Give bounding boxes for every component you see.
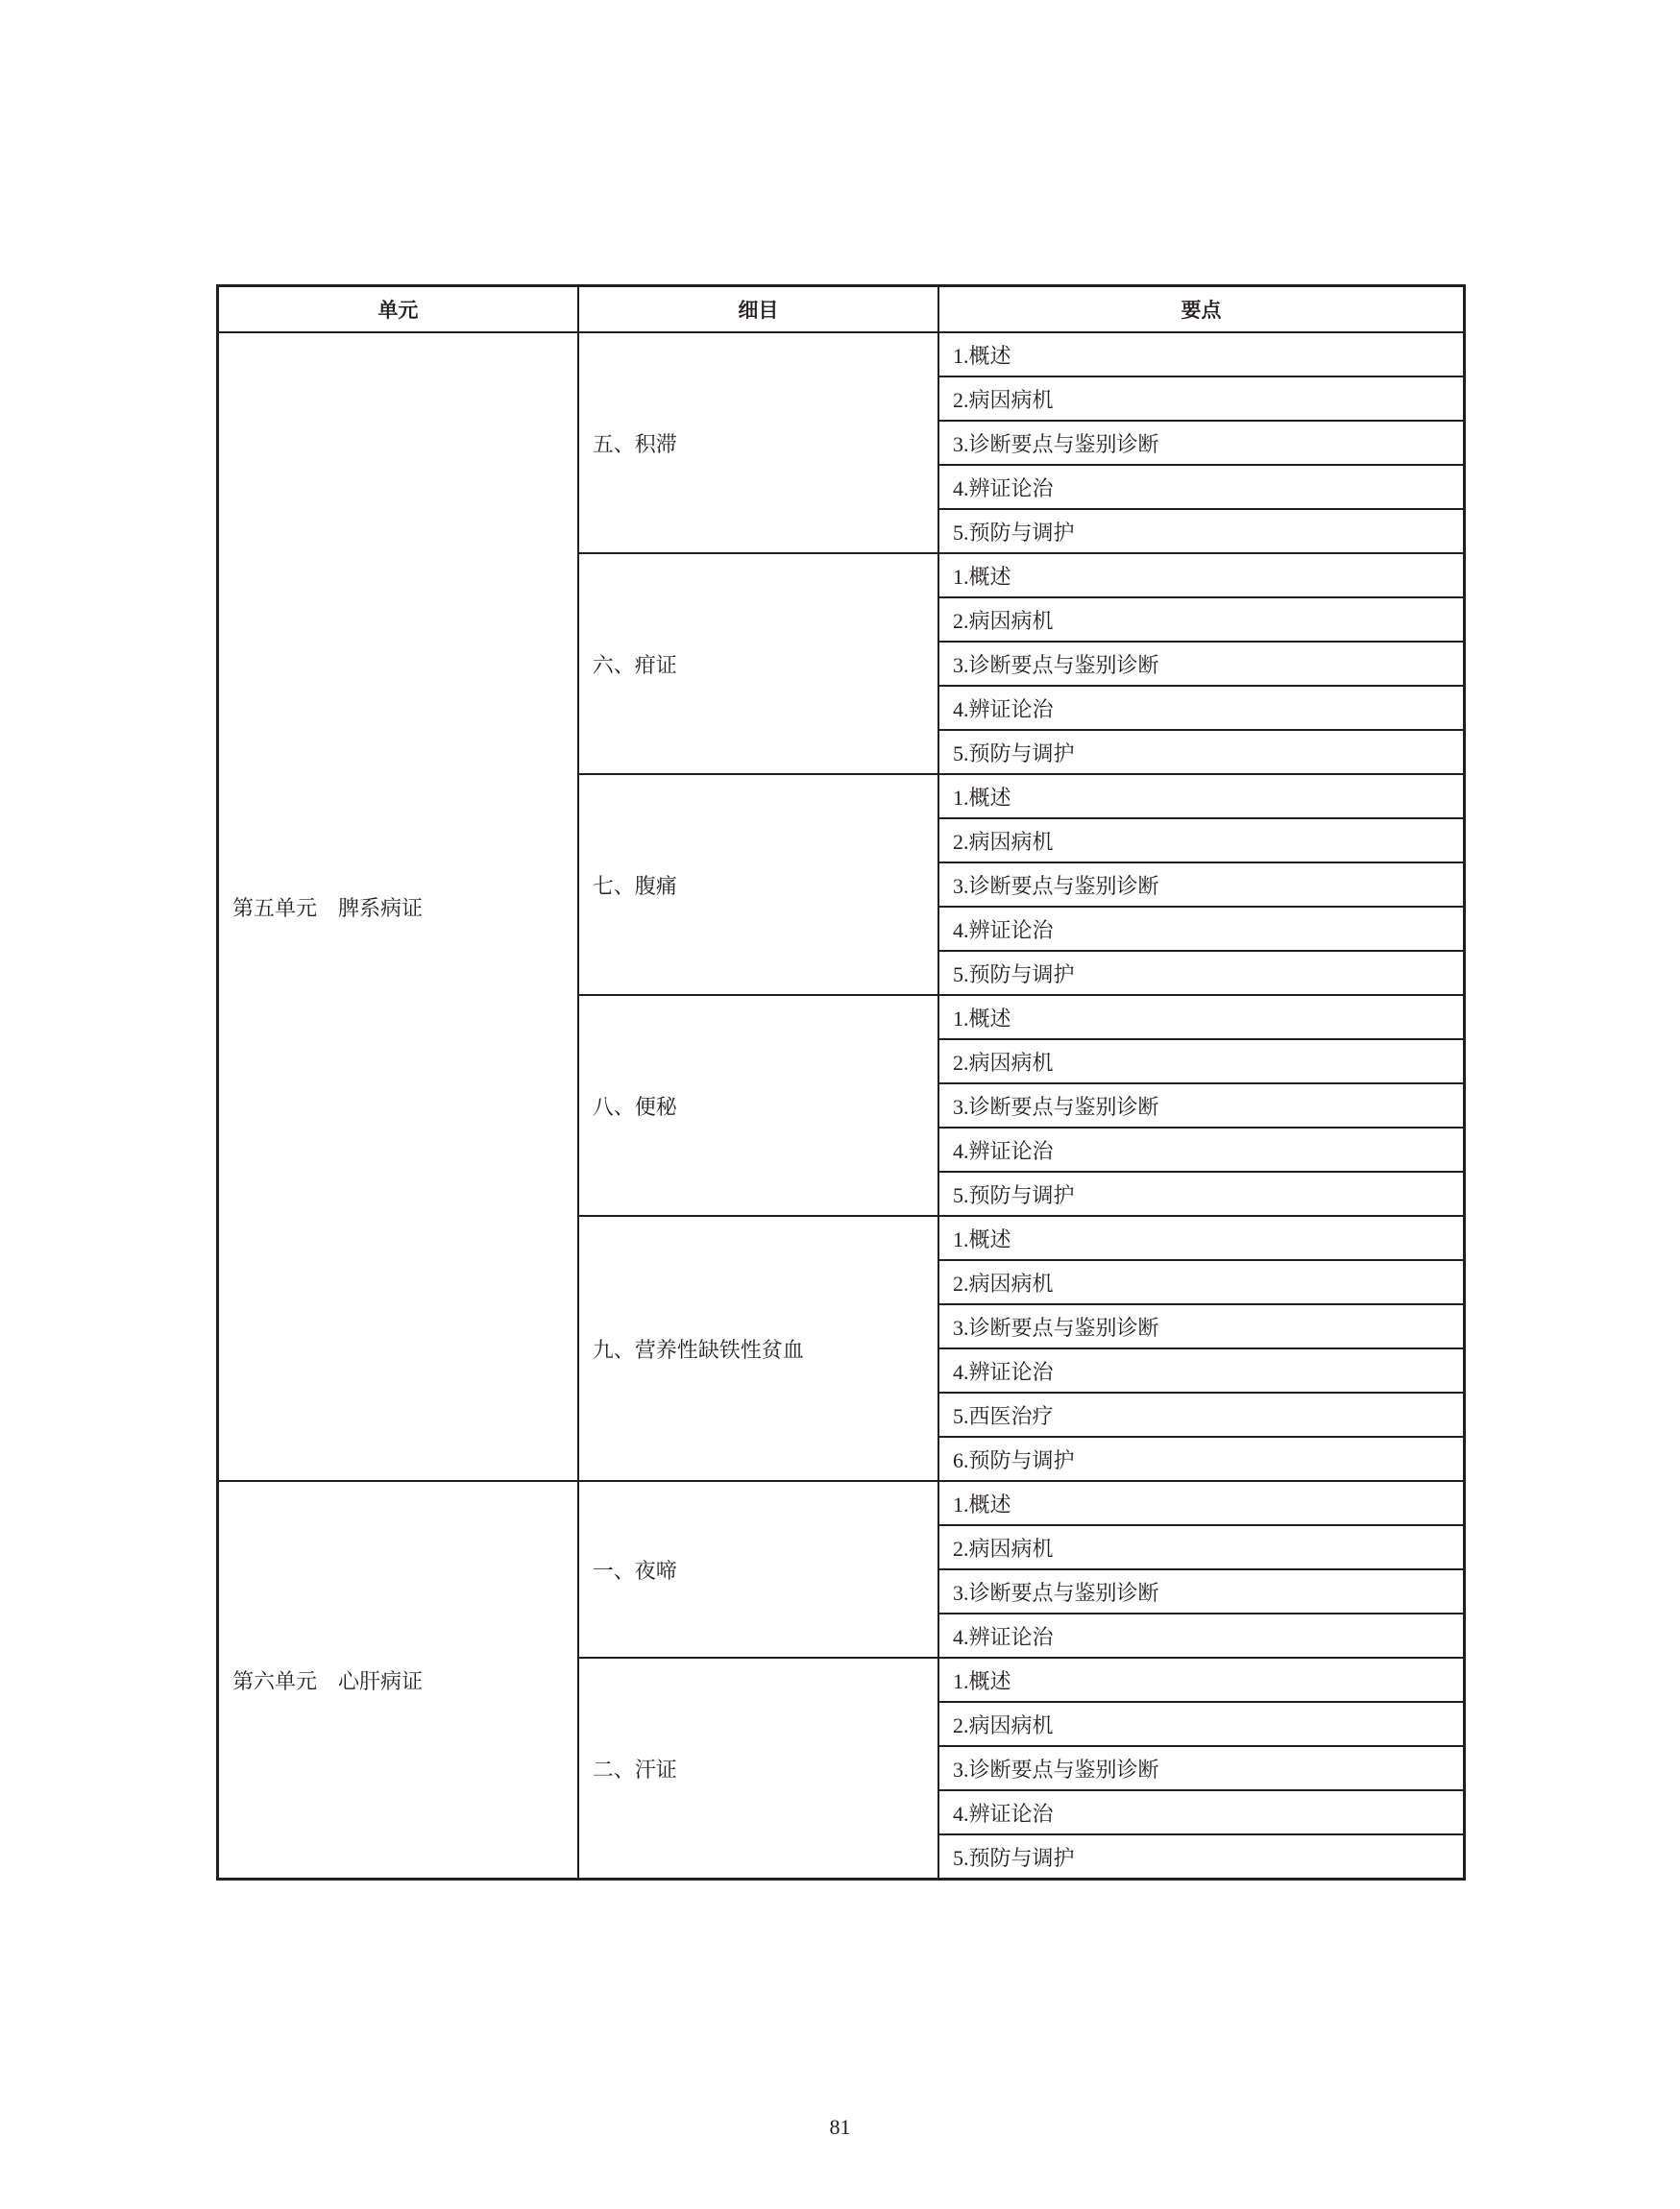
point-cell: 1.概述 [938, 332, 1464, 376]
item-cell: 七、腹痛 [578, 774, 938, 995]
point-cell: 1.概述 [938, 1216, 1464, 1260]
point-cell: 4.辨证论治 [938, 907, 1464, 951]
point-cell: 5.预防与调护 [938, 509, 1464, 553]
point-cell: 4.辨证论治 [938, 1348, 1464, 1393]
table-row [218, 1481, 1465, 1525]
point-cell: 4.辨证论治 [938, 1614, 1464, 1658]
point-cell: 1.概述 [938, 995, 1464, 1039]
point-cell: 5.西医治疗 [938, 1393, 1464, 1437]
point-cell: 6.预防与调护 [938, 1437, 1464, 1481]
point-cell: 2.病因病机 [938, 376, 1464, 421]
point-cell: 3.诊断要点与鉴别诊断 [938, 862, 1464, 907]
point-cell: 3.诊断要点与鉴别诊断 [938, 421, 1464, 465]
header-row [218, 286, 1465, 333]
table-body [218, 332, 1465, 1880]
point-cell: 3.诊断要点与鉴别诊断 [938, 1746, 1464, 1790]
item-cell: 九、营养性缺铁性贫血 [578, 1216, 938, 1481]
point-cell: 4.辨证论治 [938, 465, 1464, 509]
point-cell: 5.预防与调护 [938, 951, 1464, 995]
page-number: 81 [829, 2115, 851, 2139]
point-cell: 5.预防与调护 [938, 1834, 1464, 1880]
item-cell: 一、夜啼 [578, 1481, 938, 1658]
point-cell: 5.预防与调护 [938, 1172, 1464, 1216]
point-cell: 2.病因病机 [938, 1525, 1464, 1569]
point-cell: 1.概述 [938, 1481, 1464, 1525]
header-point: 要点 [938, 286, 1464, 333]
point-cell: 2.病因病机 [938, 597, 1464, 642]
syllabus-table [216, 284, 1466, 1881]
unit-cell: 第六单元 心肝病证 [218, 1481, 578, 1880]
point-cell: 3.诊断要点与鉴别诊断 [938, 1569, 1464, 1614]
point-cell: 3.诊断要点与鉴别诊断 [938, 1304, 1464, 1348]
item-cell: 五、积滞 [578, 332, 938, 553]
point-cell: 4.辨证论治 [938, 1128, 1464, 1172]
header-unit: 单元 [218, 286, 578, 333]
point-cell: 4.辨证论治 [938, 686, 1464, 730]
point-cell: 3.诊断要点与鉴别诊断 [938, 1083, 1464, 1128]
point-cell: 2.病因病机 [938, 1260, 1464, 1304]
point-cell: 2.病因病机 [938, 818, 1464, 862]
table-row [218, 332, 1465, 376]
header-item: 细目 [578, 286, 938, 333]
item-cell: 二、汗证 [578, 1658, 938, 1880]
point-cell: 1.概述 [938, 553, 1464, 597]
point-cell: 3.诊断要点与鉴别诊断 [938, 642, 1464, 686]
point-cell: 1.概述 [938, 774, 1464, 818]
item-cell: 六、疳证 [578, 553, 938, 774]
item-cell: 八、便秘 [578, 995, 938, 1216]
point-cell: 1.概述 [938, 1658, 1464, 1702]
point-cell: 5.预防与调护 [938, 730, 1464, 774]
point-cell: 4.辨证论治 [938, 1790, 1464, 1834]
point-cell: 2.病因病机 [938, 1702, 1464, 1746]
unit-cell: 第五单元 脾系病证 [218, 332, 578, 1481]
point-cell: 2.病因病机 [938, 1039, 1464, 1083]
